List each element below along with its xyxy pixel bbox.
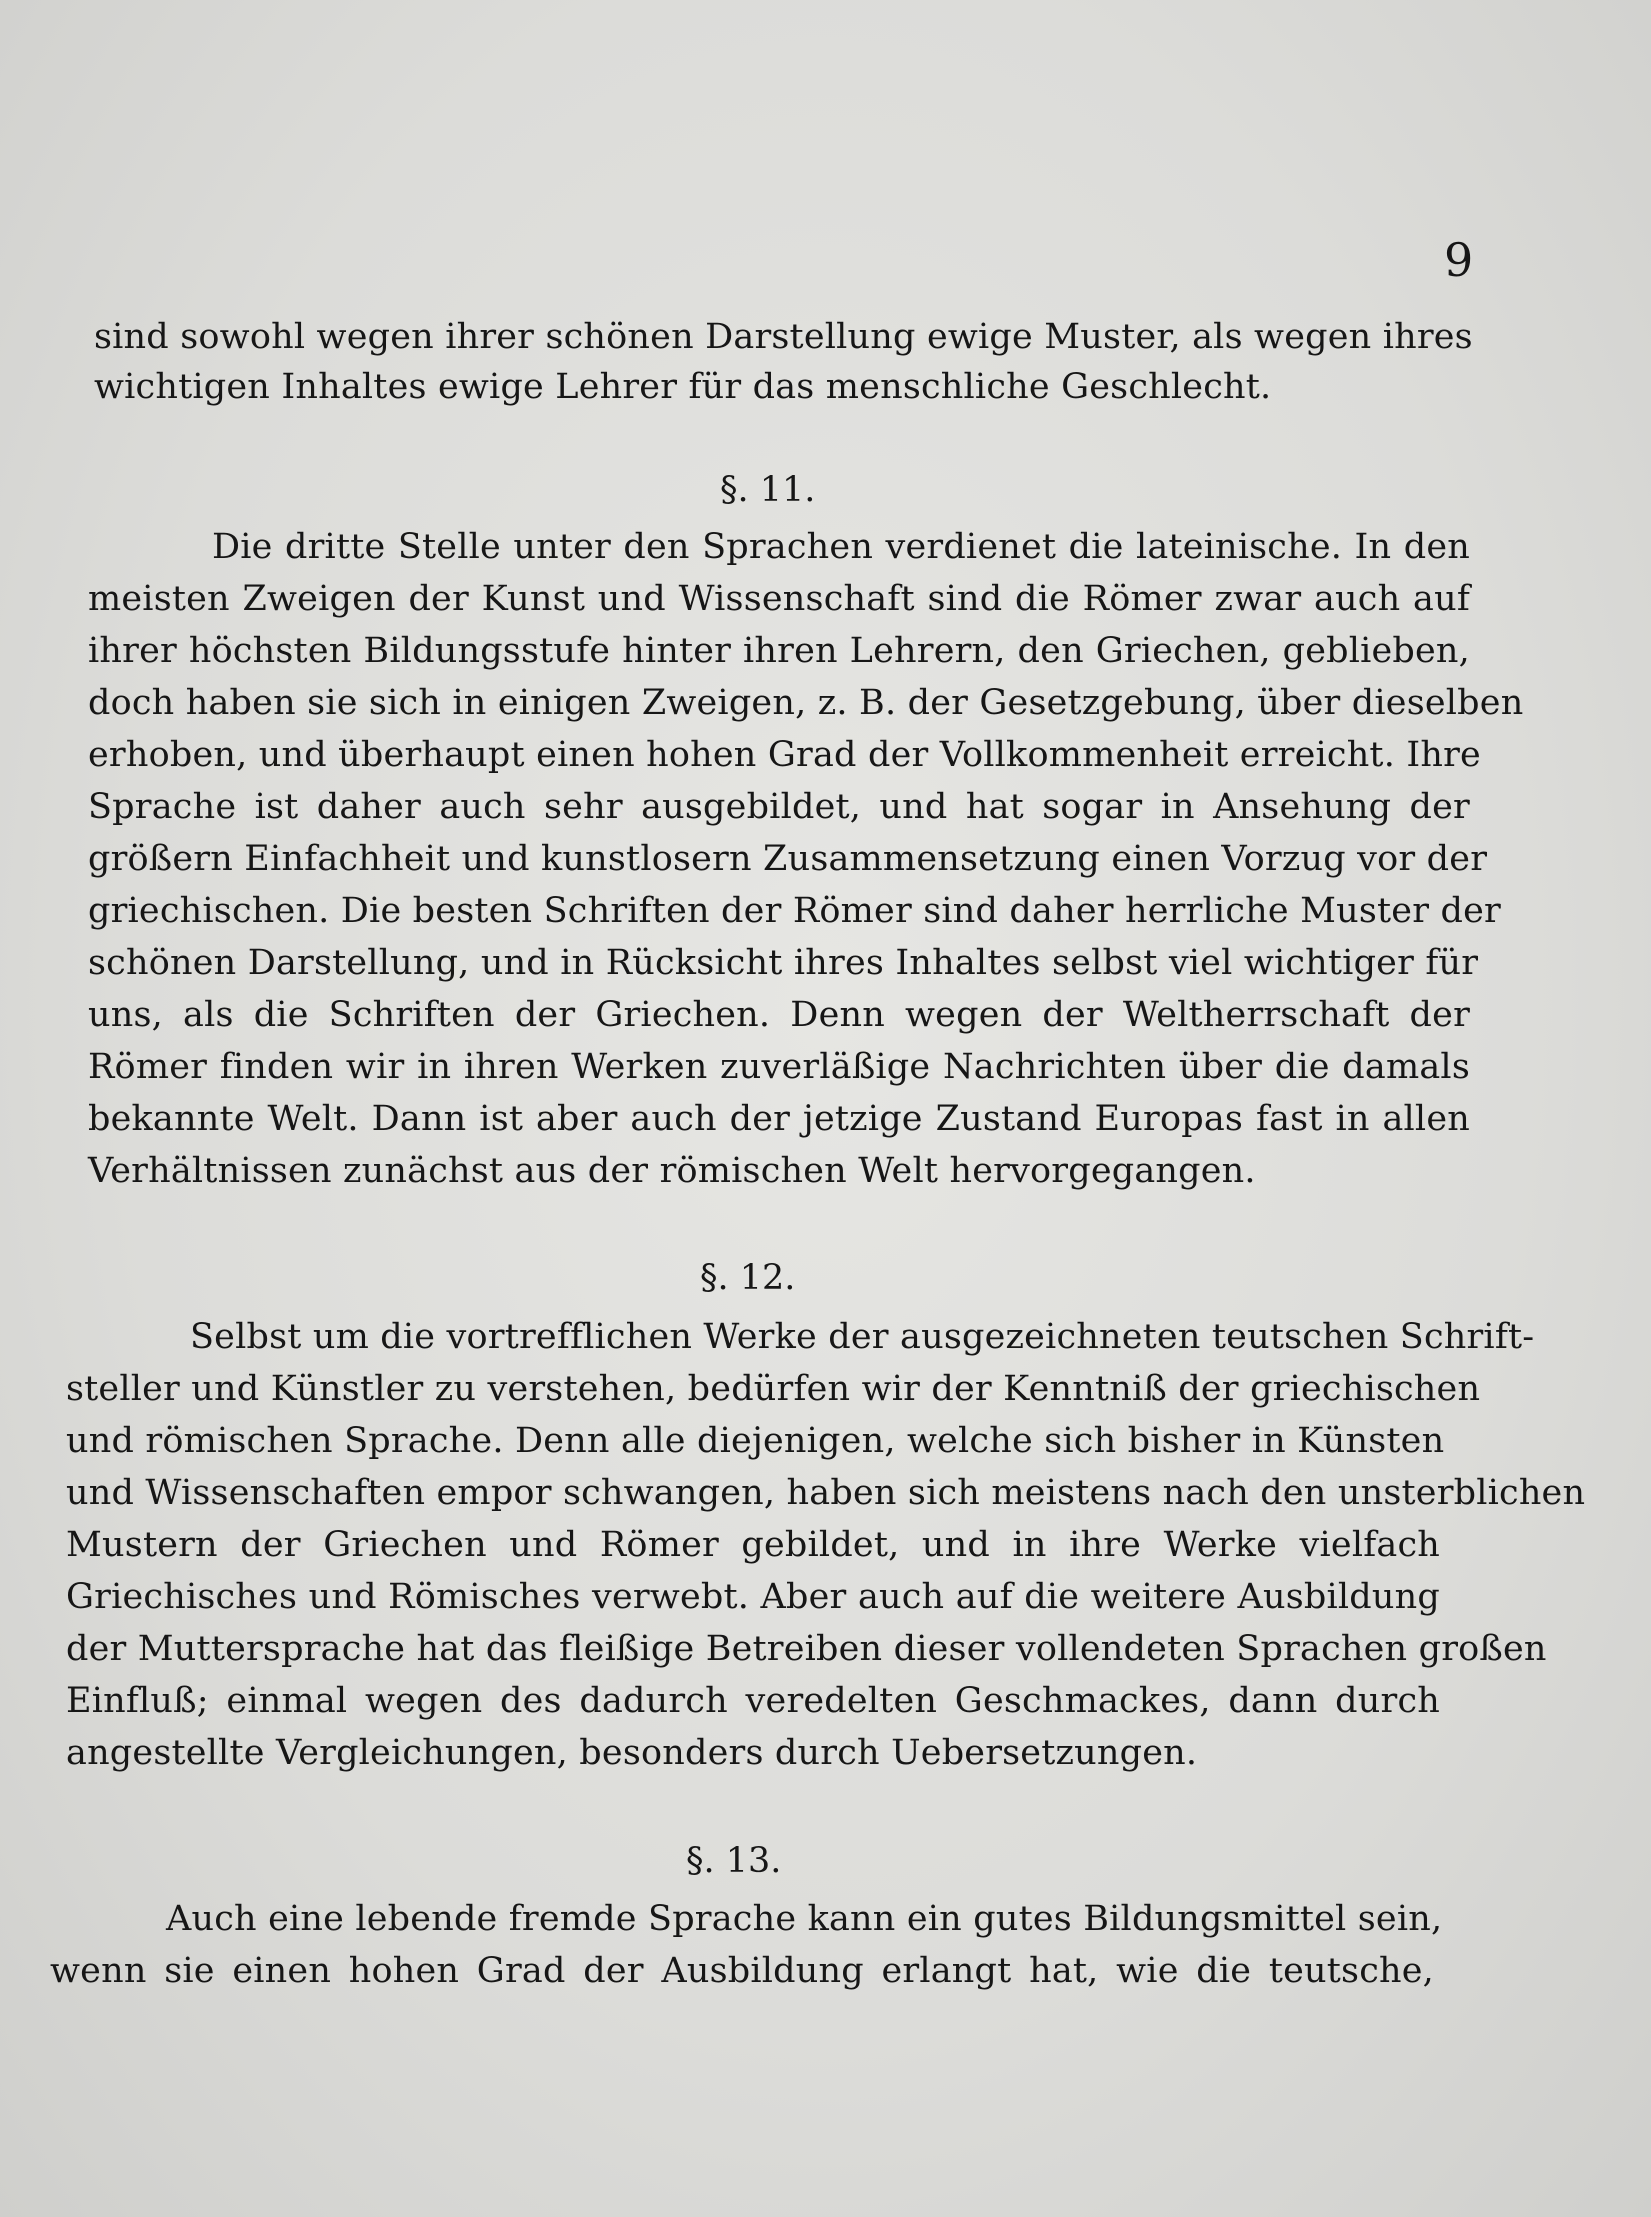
- text-line: der Muttersprache hat das fleißige Betreiben dieser vollendeten Sprachen großen: [66, 1629, 1547, 1669]
- text-line: doch haben sie sich in einigen Zweigen, z. B. der Gesetzgebung, über dieselben: [88, 683, 1524, 723]
- text-line: Römer finden wir in ihren Werken zuverläßige Nachrichten über die damals: [88, 1047, 1470, 1087]
- text-line: und römischen Sprache. Denn alle diejenigen, welche sich bisher in Künsten: [66, 1421, 1445, 1461]
- text-line: Die dritte Stelle unter den Sprachen verdienet die lateinische. In den: [212, 527, 1470, 567]
- section-heading: §. 11.: [720, 470, 816, 510]
- section-heading: §. 13.: [686, 1841, 782, 1881]
- text-line: angestellte Vergleichungen, besonders durch Uebersetzungen.: [66, 1733, 1198, 1773]
- section-heading: §. 12.: [700, 1258, 796, 1298]
- text-line: ihrer höchsten Bildungsstufe hinter ihren Lehrern, den Griechen, geblieben,: [88, 631, 1470, 671]
- text-line: Mustern der Griechen und Römer gebildet, und in ihre Werke vielfach: [66, 1525, 1440, 1565]
- text-line: Selbst um die vortrefflichen Werke der ausgezeichneten teutschen Schrift-: [190, 1317, 1535, 1357]
- text-line: uns, als die Schriften der Griechen. Denn wegen der Weltherrschaft der: [88, 995, 1470, 1035]
- text-line: steller und Künstler zu verstehen, bedürfen wir der Kenntniß der griechischen: [66, 1369, 1481, 1409]
- text-line: Griechisches und Römisches verwebt. Aber auch auf die weitere Ausbildung: [66, 1577, 1440, 1617]
- text-line: wenn sie einen hohen Grad der Ausbildung erlangt hat, wie die teutsche,: [50, 1951, 1434, 1991]
- intro-line: wichtigen Inhaltes ewige Lehrer für das menschliche Geschlecht.: [94, 367, 1272, 407]
- text-line: Sprache ist daher auch sehr ausgebildet, und hat sogar in Ansehung der: [88, 787, 1470, 827]
- text-line: und Wissenschaften empor schwangen, haben sich meistens nach den unsterblichen: [66, 1473, 1586, 1513]
- text-line: meisten Zweigen der Kunst und Wissenschaft sind die Römer zwar auch auf: [88, 579, 1470, 619]
- text-line: griechischen. Die besten Schriften der Römer sind daher herrliche Muster der: [88, 891, 1501, 931]
- text-line: Einfluß; einmal wegen des dadurch veredelten Geschmackes, dann durch: [66, 1681, 1440, 1721]
- text-line: schönen Darstellung, und in Rücksicht ihres Inhaltes selbst viel wichtiger für: [88, 943, 1479, 983]
- text-line: größern Einfachheit und kunstlosern Zusammensetzung einen Vorzug vor der: [88, 839, 1488, 879]
- text-line: bekannte Welt. Dann ist aber auch der jetzige Zustand Europas fast in allen: [88, 1099, 1470, 1139]
- text-line: erhoben, und überhaupt einen hohen Grad der Vollkommenheit erreicht. Ihre: [88, 735, 1481, 775]
- intro-line: sind sowohl wegen ihrer schönen Darstellung ewige Muster, als wegen ihres: [94, 317, 1473, 357]
- page-number: 9: [1444, 233, 1474, 287]
- text-line: Auch eine lebende fremde Sprache kann ein gutes Bildungsmittel sein,: [166, 1899, 1443, 1939]
- text-line: Verhältnissen zunächst aus der römischen Welt hervorgegangen.: [88, 1151, 1256, 1191]
